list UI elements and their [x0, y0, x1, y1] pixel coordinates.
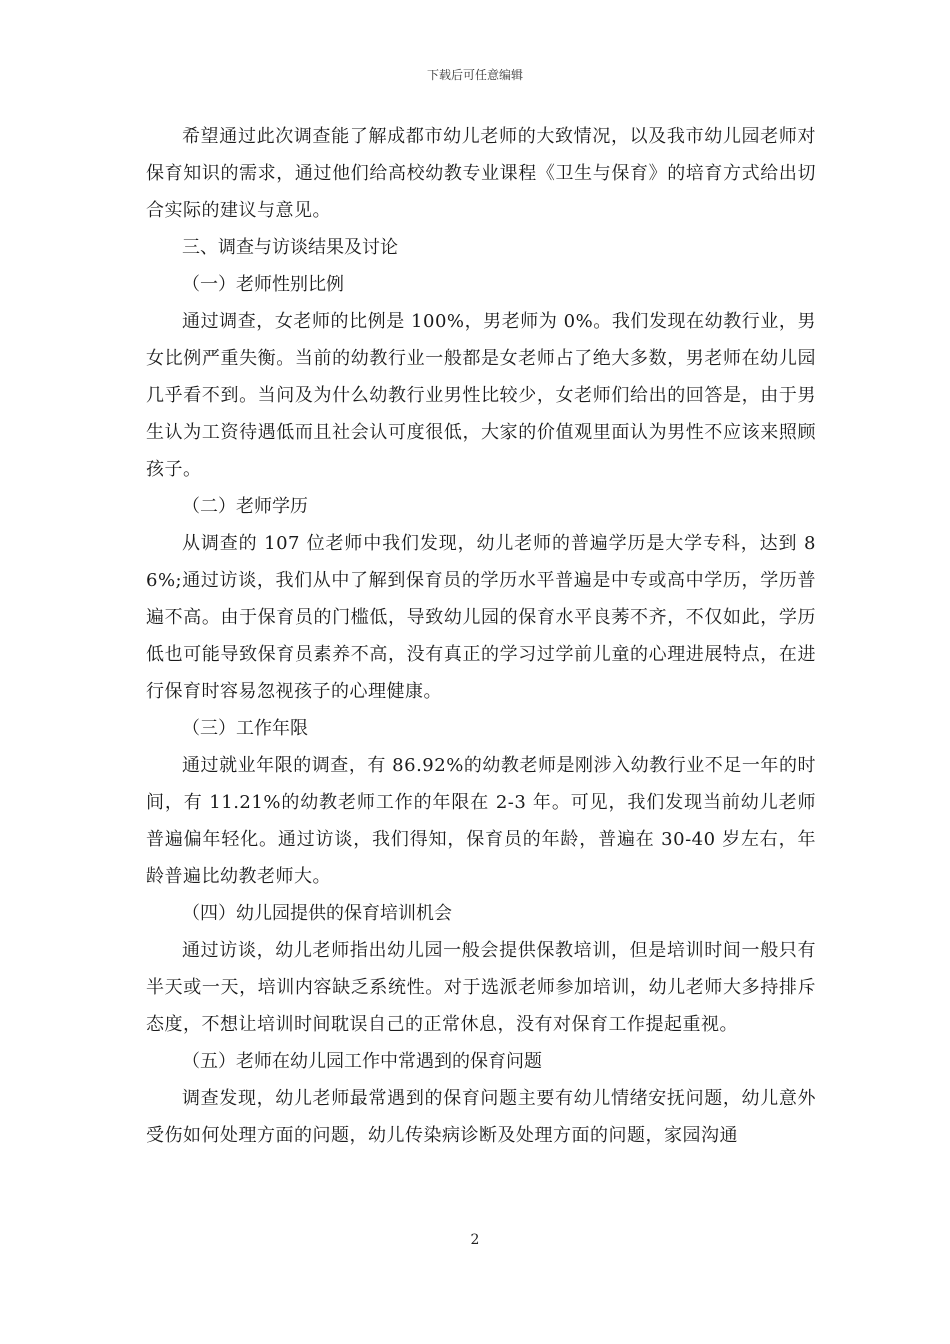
intro-paragraph: 希望通过此次调查能了解成都市幼儿老师的大致情况，以及我市幼儿园老师对保育知识的需求，通过他们给高校幼教专业课程《卫生与保育》的培育方式给出切合实际的建议与意见。	[146, 126, 816, 221]
page-header: 下载后可任意编辑	[426, 68, 523, 82]
paragraph-training: 通过访谈，幼儿老师指出幼儿园一般会提供保教培训，但是培训时间一般只有半天或一天，培训内容缺乏系统性。对于选派老师参加培训，幼儿老师大多持排斥态度，不想让培训时间耽误自己的正常休息，没有对保育工作提起重视。	[146, 940, 816, 1035]
paragraph-problems: 调查发现，幼儿老师最常遇到的保育问题主要有幼儿情绪安抚问题，幼儿意外受伤如何处理方面的问题，幼儿传染病诊断及处理方面的问题，家园沟通	[146, 1088, 816, 1146]
subsection-heading-education: （二）老师学历	[182, 496, 308, 517]
paragraph-gender: 通过调查，女老师的比例是 100%，男老师为 0%。我们发现在幼教行业，男女比例严重失衡。当前的幼教行业一般都是女老师占了绝大多数，男老师在幼儿园几乎看不到。当问及为什么幼教行业男性比较少，女老师们给出的回答是，由于男生认为工资待遇低而且社会认可度很低，大家的价值观里面认为男性不应该来照顾孩子。	[146, 311, 816, 480]
paragraph-education: 从调查的 107 位老师中我们发现，幼儿老师的普遍学历是大学专科，达到 86%;通过访谈，我们从中了解到保育员的学历水平普遍是中专或高中学历，学历普遍不高。由于保育员的门槛低，导致幼儿园的保育水平良莠不齐，不仅如此，学历低也可能导致保育员素养不高，没有真正的学习过学前儿童的心理进展特点，在进行保育时容易忽视孩子的心理健康。	[146, 533, 816, 702]
page-number: 2	[470, 1232, 480, 1248]
subsection-heading-gender: （一）老师性别比例	[182, 274, 344, 295]
subsection-heading-training: （四）幼儿园提供的保育培训机会	[182, 903, 452, 924]
document-body	[146, 118, 816, 1154]
subsection-heading-work-years: （三）工作年限	[182, 718, 308, 739]
paragraph-work-years: 通过就业年限的调查，有 86.92%的幼教老师是刚涉入幼教行业不足一年的时间，有 11.21%的幼教老师工作的年限在 2-3 年。可见，我们发现当前幼儿老师普遍偏年轻化。通过访谈，我们得知，保育员的年龄，普遍在 30-40 岁左右，年龄普遍比幼教老师大。	[146, 755, 816, 887]
section-heading: 三、调查与访谈结果及讨论	[182, 237, 398, 258]
subsection-heading-problems: （五）老师在幼儿园工作中常遇到的保育问题	[182, 1051, 542, 1072]
